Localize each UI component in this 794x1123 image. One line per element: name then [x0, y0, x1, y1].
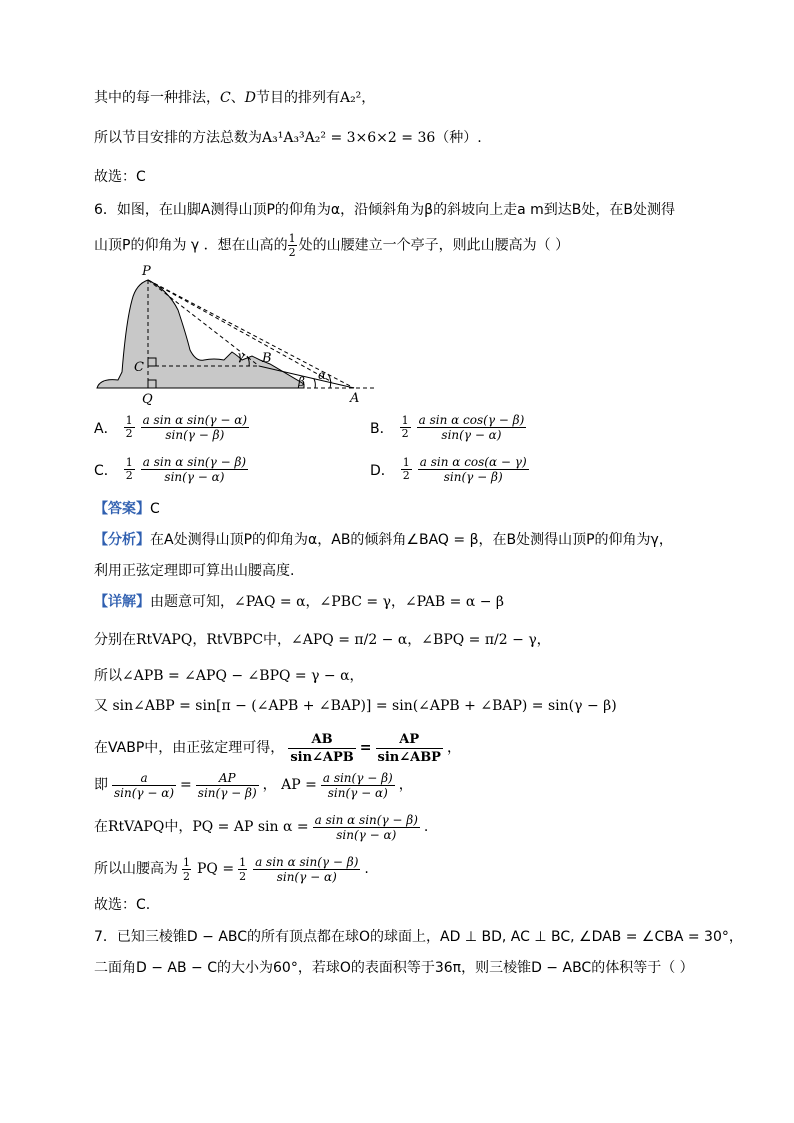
option-a[interactable]: A． $\frac{1}{2}$ $\frac{\text{a sin α sin(γ − α)}}{\sin(\gamma - \beta)}$ [94, 413, 248, 442]
mountain-figure [92, 262, 392, 407]
answer-line: 【答案】C [94, 501, 160, 517]
label-a: A [350, 391, 360, 406]
label-alpha: α [318, 368, 327, 382]
perm-a22: A₂²， [339, 90, 376, 106]
q7-stem-line2: 二面角D − AB − C的大小为60°，若球O的表面积等于36π，则三棱锥D − ABC的体积等于（ ） [94, 960, 694, 976]
detail-line8: 所以山腰高为 $\frac{1}{2}$ PQ = $\frac{1}{2}$ $\frac{\text{a sin α sin(γ − β)}}{\sin(\gamma - \alpha)}$ . [94, 854, 369, 884]
one-half-fraction: $\frac{1}{2}$ [288, 232, 296, 259]
detail-conclusion: 故选：C. [94, 897, 151, 913]
label-beta: β [298, 375, 305, 389]
option-b[interactable]: B． $\frac{1}{2}$ $\frac{\text{a sin α cos(γ − β)}}{\sin(\gamma - \alpha)}$ [370, 413, 525, 442]
label-b: B [262, 351, 272, 366]
label-c: C [134, 360, 144, 375]
analysis-line2: 利用正弦定理即可算出山腰高度. [94, 563, 295, 579]
q7-stem-line1: 7．已知三棱锥D − ABC的所有顶点都在球O的球面上，AD ⊥ BD, AC ⊥ BC, ∠DAB = ∠CBA = 30°， [94, 929, 743, 945]
detail-line5: 在VABP中，由正弦定理可得， $\frac{AB}{\text{sin∠APB}}$ = $\frac{AP}{\text{sin∠ABP}}$ ， [94, 731, 461, 765]
label-p: P [142, 264, 151, 279]
q6-stem-line2: 山顶P的仰角为 γ ．想在山高的 $\frac{1}{2}$ 处的山腰建立一个亭子，则此山腰高为（ ） [94, 232, 570, 259]
option-d[interactable]: D． $\frac{1}{2}$ $\frac{\text{a sin α cos(α − γ)}}{\sin(\gamma - \beta)}$ [370, 455, 527, 484]
detail-line4: 又 sin∠ABP = sin[π − (∠APB + ∠BAP)] = sin(∠APB + ∠BAP) = sin(γ − β) [94, 698, 617, 714]
analysis-line1: 【分析】在A处测得山顶P的仰角为α，AB的倾斜角∠BAQ = β，在B处测得山顶P的仰角为γ， [94, 532, 673, 548]
beta-arc [314, 379, 315, 388]
label-gamma: γ [237, 349, 245, 363]
line-arrangement-cd: 其中的每一种排法，C、D节目的排列有A₂²， [94, 90, 376, 106]
line-total-methods: 所以节目安排的方法总数为A₃¹A₃³A₂² = 3×6×2 = 36（种）. [94, 130, 482, 146]
detail-line6: 即 $\frac{a}{\sin(\gamma - \alpha)}$ = $\frac{AP}{\sin(\gamma - \beta)}$ ， AP = $\frac{\text{a sin(γ − β)}}{\sin(\gamma - \alpha)}$ ， [94, 770, 413, 800]
q6-stem-line1: 6．如图，在山脚A测得山顶P的仰角为α，沿倾斜角为β的斜坡向上走a m到达B处，在B处测得 [94, 202, 675, 218]
detail-line1: 【详解】由题意可知，∠PAQ = α，∠PBC = γ，∠PAB = α − β [94, 594, 505, 610]
detail-line3: 所以∠APB = ∠APQ − ∠BPQ = γ − α， [94, 668, 364, 684]
option-c[interactable]: C． $\frac{1}{2}$ $\frac{\text{a sin α sin(γ − β)}}{\sin(\gamma - \alpha)}$ [94, 455, 247, 484]
label-q: Q [142, 392, 153, 407]
detail-line7: 在RtVAPQ中，PQ = AP sin α = $\frac{\text{a sin α sin(γ − β)}}{\sin(\gamma - \alpha)}$ . [94, 812, 429, 842]
mountain-shape [97, 280, 304, 388]
line-choose-c: 故选：C [94, 169, 146, 185]
detail-line2: 分别在RtVAPQ，RtVBPC中，∠APQ = π/2 − α，∠BPQ = π/2 − γ， [94, 632, 551, 648]
